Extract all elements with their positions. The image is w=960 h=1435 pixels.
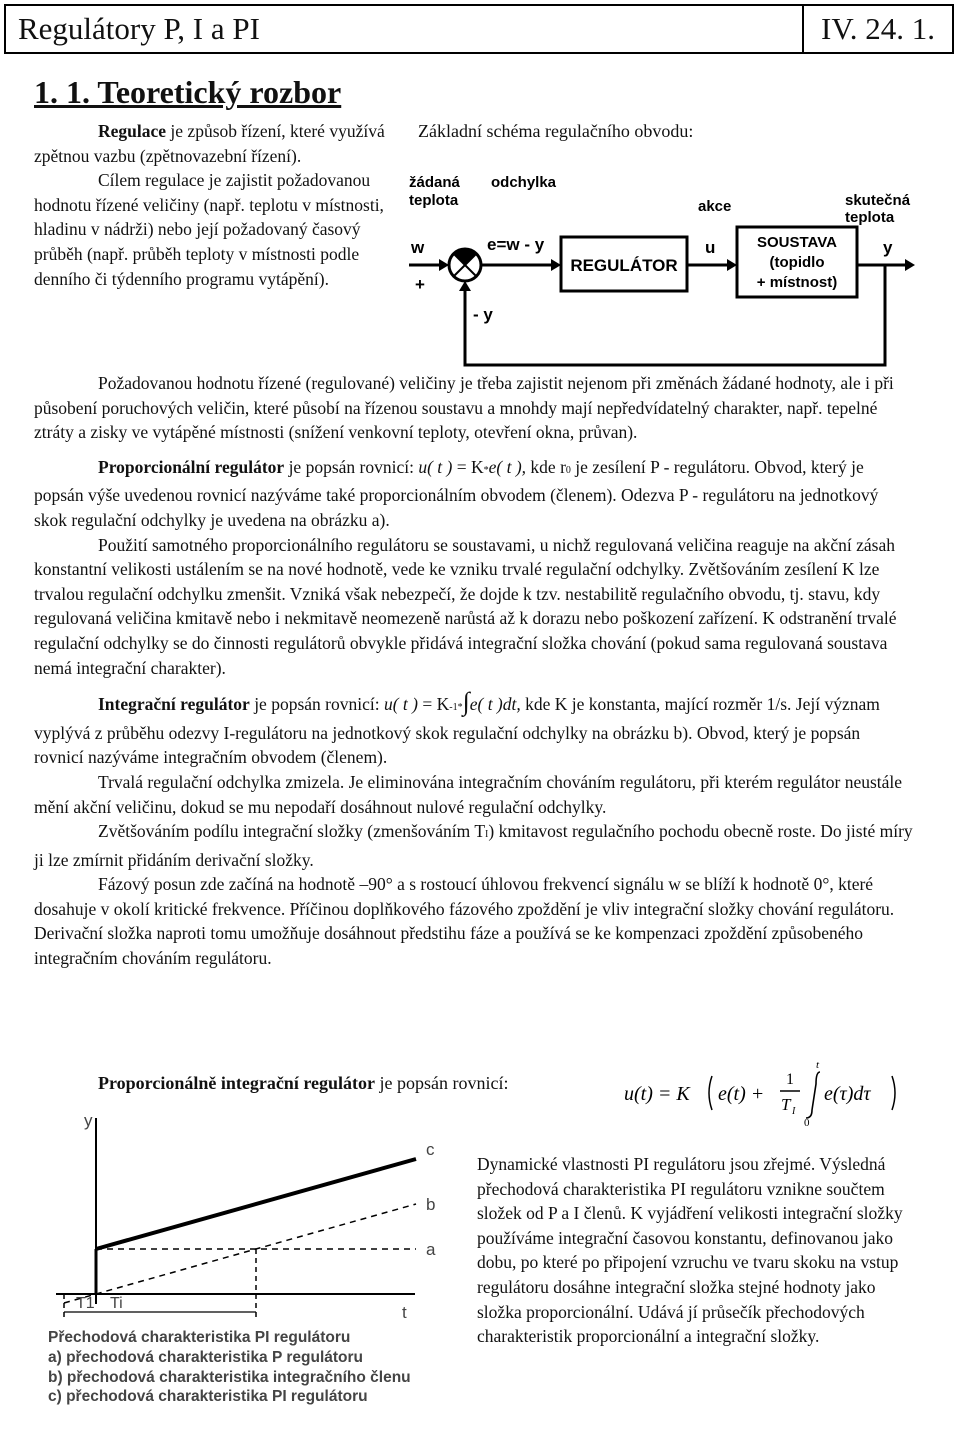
formula-bracket-left [709,1076,712,1110]
prop-text-a: je popsán rovnicí: [284,456,419,477]
formula-num: 1 [786,1071,794,1088]
paragraph-integral [34,687,914,770]
label-minus-y: - y [473,305,493,324]
pi-intro-text: je popsán rovnicí: [374,1073,509,1093]
label-e: e=w - y [487,235,545,254]
paragraph-use: Použití samotného proporcionálního regulátoru se soustavami, u nichž regulovaná veličina reaguje na akční zásah konstantní velikosti ustálením se na nové hodnotě, vede ke vzniku trvalé regulační odchylky. Zvětšováním zesílení K lze trvalou regulační odchylku zmenšit. Vzniká však nebezpečí, že dojde k tzv. nestabilitě regulačního obvodu, tj. stavu, kdy regulovaná veličina kmitavě nebo i nekmitavě neomezeně narůstá až k dorazu nebo poškození zařízení. K odstranění trvalé regulační odchylky se do činnosti regulátorů obvykle přidává integrační složka chování (pokud sama regulovaná soustava nemá integrační charakter). [34,534,897,678]
int-text-b: kde K je konstanta, mající rozměr 1/s. Její význam vyplývá z průběhu odezvy I-regulátoru na jednotkový skok regulační odchylky na obrázku b). Obvod, který je popsán rovnicí nazýváme integračním obvodem (členem). [34,694,880,768]
intro-text [34,119,394,291]
page-header [4,4,954,54]
prop-text-b: kde r [526,456,566,477]
formula-integrand: e(τ)dτ [824,1083,871,1105]
paragraph-requirements: Požadovanou hodnotu řízené (regulované) veličiny je třeba zajistit nejenom při změnách žádané hodnoty, ale i při působení poruchových veličin, které působí na řízenou soustavu a mnohdy mají nepředvídatelný charakter, např. tepelné ztráty a zisky ve vytápěné místnosti (snížení venkovní teploty, otevření okna, průvan). [34,373,894,443]
label-y: y [883,238,893,257]
series-a-label: a [426,1240,436,1259]
control-loop-diagram [405,165,917,390]
section-title: 1. 1. Teoretický rozbor [34,74,342,110]
feedback-arrowhead [459,281,471,291]
zvet-text-a: Zvětšováním podílu integrační složky (zmenšováním T [98,821,486,842]
label-actual: skutečná [845,192,911,209]
scheme-caption: Základní schéma regulačního obvodu: [418,121,694,141]
x-axis-label: t [402,1303,407,1322]
formula-den: T [781,1095,791,1114]
int-eq-2: = K [417,694,450,715]
chart-legend-c: c) přechodová charakteristika PI regulátoru [48,1388,368,1406]
label-error: odchylka [491,174,557,191]
label-w: w [411,238,425,257]
term-regulace: Regulace [98,121,167,141]
paragraph-proportional [34,455,914,533]
regulator-label: REGULÁTOR [570,256,678,275]
int-eq-4: * [457,702,463,714]
series-b-label: b [426,1195,436,1214]
interval-label-t1: T1 [76,1295,95,1312]
term-proportional: Proporcionální regulátor [98,456,285,477]
system-label-3: + místnost) [756,274,838,291]
int-eq-3: -1 [449,702,458,714]
page-title: Regulátory P, I a PI [6,6,804,52]
intro-paragraph-1 [34,119,394,168]
paragraph-steady-error: Trvalá regulační odchylka zmizela. Je eliminována integračním chováním regulátoru, při kterém regulátor neustále mění akční veličinu, dokud se mu nepodaří dosáhnout nulové regulační odchylky. [34,771,903,817]
formula-e1: e(t) + [718,1083,765,1105]
chart-legend-title: Přechodová charakteristika PI regulátoru [48,1329,351,1346]
page-date: IV. 24. 1. [821,11,935,46]
series-b-line [64,1204,416,1303]
chart-legend-b: b) přechodová charakteristika integračního členu [48,1368,411,1386]
pi-formula [620,1058,920,1128]
system-label-1: SOUSTAVA [756,234,838,251]
main-text [34,371,914,971]
summing-junction [449,249,481,281]
prop-eq-4: e( t ), [488,456,527,477]
system-label-2: (topidlo [769,254,825,271]
label-plus: + [415,275,425,294]
intro-paragraph-2: Cílem regulace je zajistit požadovanou hodnotu řízené veličiny (např. teplotu v místnosti, hladinu v nádrži) nebo její požadovaný časový průběh (např. průběh teploty v místnosti podle denního či týdenního programu vytápění). [34,170,384,289]
integral-sign: ∫ [462,687,470,717]
int-text-a: je popsán rovnicí: [249,694,384,715]
chart-legend-a: a) přechodová charakteristika P regulátoru [48,1348,363,1366]
zvet-text-b: ) kmitavost regulačního pochodu obecně roste. Do jisté míry ji lze zmírnit přidáním derivační složky. [34,821,913,870]
label-action: akce [698,198,732,215]
y-axis-label: y [84,1111,93,1130]
int-eq-1: u( t ) [383,694,418,715]
prop-eq-1: u( t ) [418,456,453,477]
label-desired-2: teplota [409,192,459,209]
series-c-label: c [426,1140,435,1159]
formula-int-bot: 0 [804,1117,810,1128]
pi-intro [98,1073,508,1094]
label-desired: žádaná [409,174,460,191]
prop-sub: 0 [565,464,571,476]
formula-bracket-right [892,1076,895,1110]
label-actual-2: teplota [845,209,895,226]
paragraph-integral-share [34,819,914,872]
series-c-line [96,1159,416,1249]
formula-den-sub: I [792,1106,796,1117]
pi-description: Dynamické vlastnosti PI regulátoru jsou zřejmé. Výsledná přechodová charakteristika PI regulátoru vznikne součtem složek od P a I členů. K vyjádření velikosti integrační složky používáme integrační časovou konstantu, definovanou jako dobu, po které po připojení vzruchu ve tvaru skoku na vstup regulátoru dosáhne integrační složka stejné hodnoty jako složka proporcionální. Udává jí průsečík přechodových charakteristik proporcionální a integrační složky. [477,1154,903,1347]
interval-label-ti: Ti [110,1295,123,1312]
formula-int-top: t [816,1059,820,1071]
chart-legend [48,1328,411,1407]
zvet-sub: I [485,829,489,841]
int-eq-6: e( t )dt, [469,694,521,715]
prop-eq-2: = K [452,456,484,477]
prop-text-c: je zesílení P - regulátoru. Obvod, který je popsán výše uvedenou rovnicí nazýváme také proporcionálním obvodem (členem). Odezva P - regulátoru na jednotkový skok regulační odchylky je uvedena na obrázku a). [34,456,879,530]
intro-p1-text: je způsob řízení, které využívá zpětnou vazbu (zpětnovazební řízení). [34,121,385,166]
formula-integral [806,1072,820,1118]
term-pi: Proporcionálně integrační regulátor [98,1073,375,1093]
paragraph-phase: Fázový posun zde začíná na hodnotě –90° a s rostoucí úhlovou frekvencí signálu w se blíží k hodnotě 0°, které dosahuje v okolí kritické frekvence. Příčinou doplňkového fázového zpoždění je vliv integrační složky chování regulátoru. Derivační složka naproti tomu umožňuje dosáhnout předstihu fáze a používá se ke kompenzaci zpoždění způsobeného integračním chováním regulátoru. [34,874,895,969]
formula-lhs: u(t) = K [624,1083,690,1105]
term-integral: Integrační regulátor [98,694,250,715]
output-arrowhead [905,259,915,271]
prop-eq-3: * [483,464,489,476]
label-u: u [705,238,716,257]
